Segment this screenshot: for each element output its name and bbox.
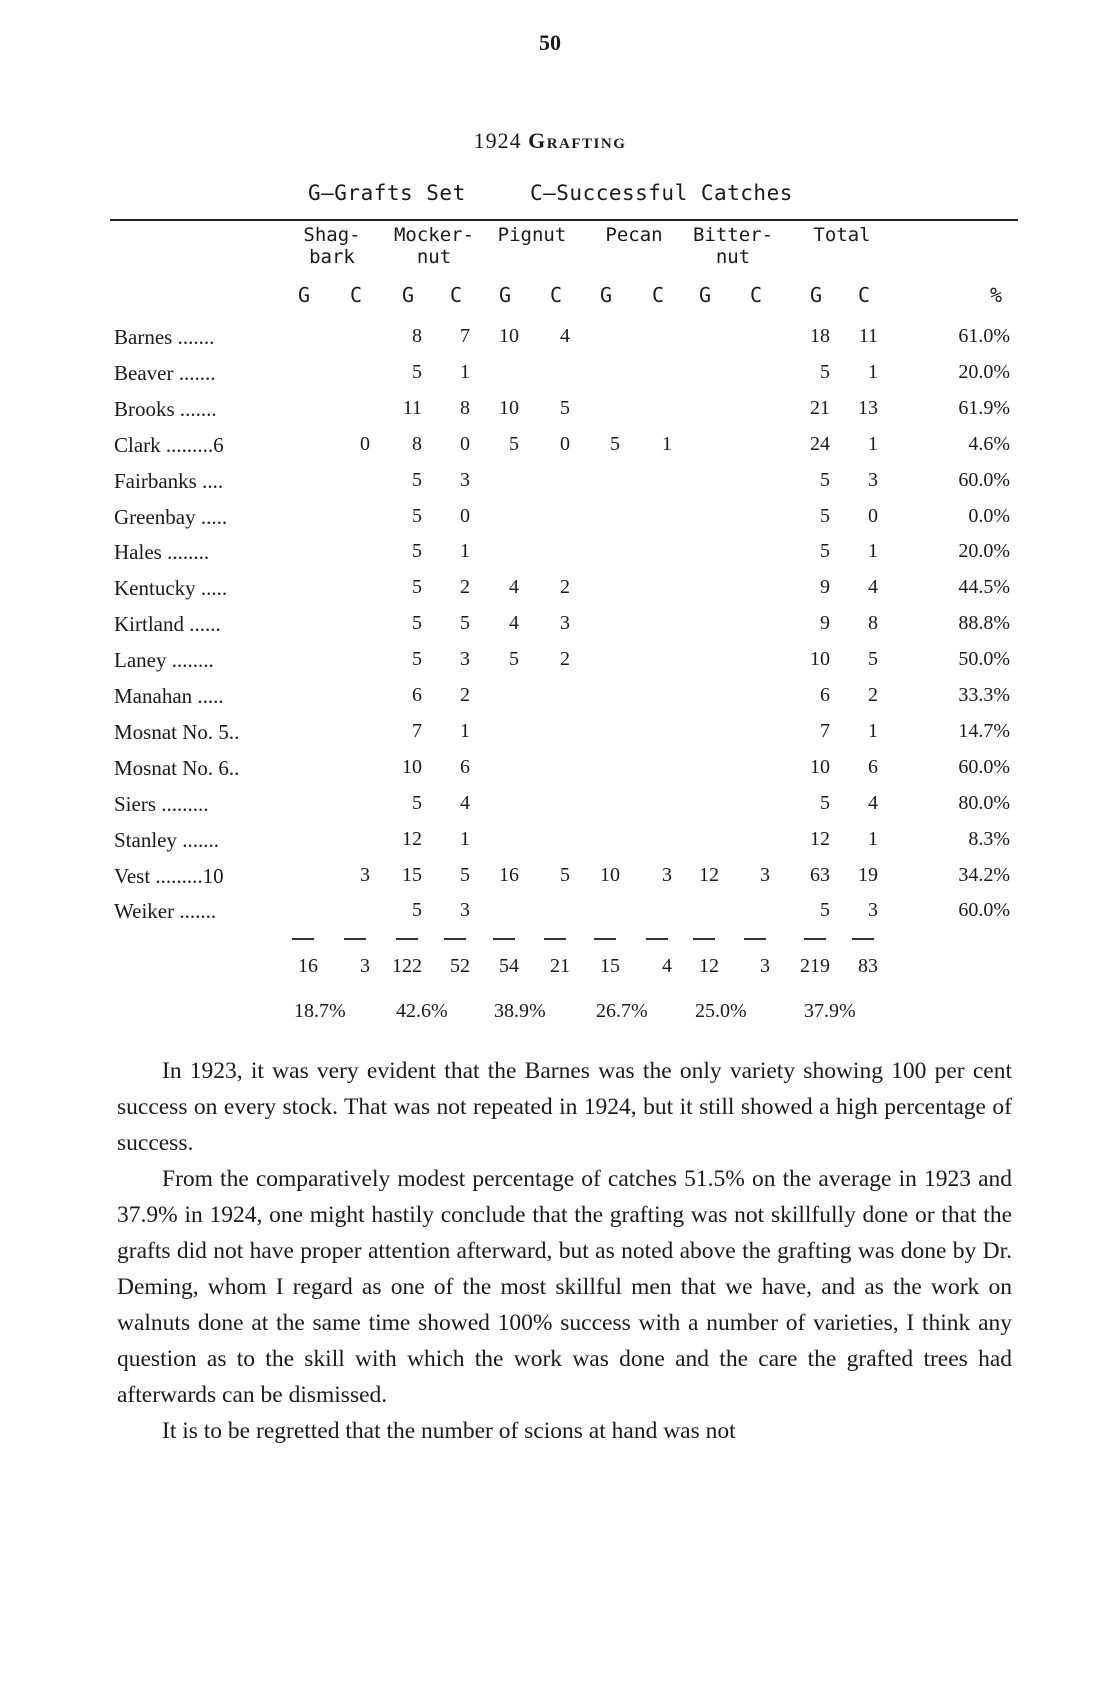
row-name: Barnes ....... [114,325,215,349]
total-cell: 15 [600,955,620,977]
subheader-cell: C [450,283,463,307]
column-header [673,224,793,268]
column-percent: 26.7% [596,1000,648,1022]
total-cell: 219 [800,955,830,977]
column-header-line2: nut [416,246,452,268]
column-dash [292,938,314,940]
table-cell: 19 [858,863,878,886]
paragraph-1: In 1923, it was very evident that the Barnes was the only variety showing 100 per cent success on every stock. That was not repeated in 1924, but it still showed a high percentage of success. [117,1058,1012,1156]
table-cell: 5 [820,899,830,922]
table-cell: 8 [460,396,470,419]
table-cell: 5 [412,899,422,922]
row-percent: 20.0% [958,360,1010,383]
table-cell: 3 [460,648,470,671]
column-dash [396,938,418,940]
table-cell: 2 [560,576,570,599]
row-name: Kentucky ..... [114,576,228,601]
legend-catches: C—Successful Catches [530,181,793,205]
row-percent: 60.0% [958,755,1010,778]
table-cell: 1 [460,540,470,563]
table-cell: 7 [820,719,830,742]
table-cell: 1 [460,827,470,850]
column-dash [344,938,366,940]
table-cell: 3 [662,863,672,886]
column-header [782,224,902,246]
column-header-line1: Shag- [303,224,361,246]
table-cell: 0 [560,432,570,455]
table-cell: 1 [868,540,878,563]
table-cell: 6 [820,684,830,706]
table-cell: 8 [412,325,422,347]
table-cell: 9 [820,612,830,635]
table-cell: 6 [868,755,878,778]
table-cell: 5 [820,360,830,383]
table-cell: 12 [699,863,719,886]
table-cell: 18 [810,325,830,347]
total-cell: 3 [360,955,370,977]
table-cell: 3 [460,468,470,491]
table-cell: 5 [868,648,878,671]
column-header-line2: bark [309,246,355,268]
table-cell: 2 [460,576,470,599]
total-cell: 16 [298,955,318,977]
table-title [0,128,1100,154]
table-cell: 5 [412,540,422,563]
table-cell: 5 [509,648,519,671]
subheader-cell: C [750,283,763,307]
total-cell: 54 [499,955,519,977]
row-percent: 34.2% [958,863,1010,886]
column-header-line1: Mocker- [393,224,475,246]
table-cell: 4 [868,576,878,599]
body-text [117,1053,1012,1449]
table-cell: 5 [412,360,422,383]
table-cell: 8 [868,612,878,635]
column-header-line1: Pecan [605,224,663,246]
table-cell: 7 [460,325,470,347]
table-cell: 5 [820,540,830,563]
row-percent: 14.7% [958,719,1010,742]
subheader-cell: C [858,283,871,307]
table-cell: 0 [460,432,470,455]
column-dash [493,938,515,940]
row-name: Siers ......... [114,791,209,816]
table-cell: 5 [412,791,422,814]
table-cell: 11 [402,396,422,419]
column-dash [646,938,668,940]
column-header-line1: Bitter- [692,224,774,246]
table-cell: 1 [868,360,878,383]
table-cell: 0 [360,432,370,455]
column-dash [744,938,766,940]
table-cell: 4 [509,612,519,635]
table-cell: 5 [820,468,830,491]
table-cell: 10 [810,648,830,671]
subheader-cell: G [499,283,512,307]
table-cell: 4 [509,576,519,599]
table-cell: 5 [412,504,422,527]
table-cell: 3 [460,899,470,922]
row-name: Brooks ....... [114,396,217,421]
table-cell: 2 [868,684,878,706]
column-dash [544,938,566,940]
table-cell: 1 [868,432,878,455]
row-percent: 80.0% [958,791,1010,814]
table-cell: 5 [560,396,570,419]
row-percent: 61.0% [958,325,1010,347]
table-cell: 10 [499,325,519,347]
page-number: 50 [539,30,561,55]
table-cell: 10 [499,396,519,419]
total-cell: 12 [699,955,719,977]
table-cell: 0 [868,504,878,527]
row-percent: 60.0% [958,899,1010,922]
table-cell: 1 [460,360,470,383]
table-cell: 5 [820,791,830,814]
table-cell: 10 [810,755,830,778]
table-cell: 12 [810,827,830,850]
row-name: Fairbanks .... [114,468,224,493]
table-cell: 3 [868,899,878,922]
column-percent: 18.7% [294,1000,346,1022]
column-header-line2: nut [715,246,751,268]
paragraph-3: It is to be regretted that the number of scions at hand was not [162,1418,736,1444]
table-cell: 15 [402,863,422,886]
row-percent: 88.8% [958,612,1010,635]
row-name: Weiker ....... [114,899,217,924]
table-cell: 6 [412,684,422,706]
table-cell: 1 [662,432,672,455]
table-cell: 5 [460,612,470,635]
subheader-cell: G [298,283,311,307]
table-cell: 3 [760,863,770,886]
table-cell: 21 [810,396,830,419]
row-name: Stanley ....... [114,827,219,852]
table-cell: 1 [868,719,878,742]
table-cell: 10 [402,755,422,778]
total-cell: 122 [392,955,422,977]
table-cell: 5 [610,432,620,455]
table-cell: 12 [402,827,422,850]
column-percent: 42.6% [396,1000,448,1022]
table-cell: 4 [560,325,570,347]
column-percent: 37.9% [804,1000,856,1022]
table-top-rule [110,219,1018,221]
table-cell: 16 [499,863,519,886]
subheader-cell: G [699,283,712,307]
table-cell: 1 [868,827,878,850]
row-name: Clark .........6 [114,432,224,457]
row-percent: 44.5% [958,576,1010,599]
table-cell: 63 [810,863,830,886]
column-header-line1: Pignut [497,224,567,246]
title-year: 1924 [473,128,522,153]
table-cell: 5 [820,504,830,527]
table-cell: 5 [560,863,570,886]
title-label: Grafting [528,128,627,153]
row-percent: 61.9% [958,396,1010,419]
column-dash [444,938,466,940]
table-cell: 5 [509,432,519,455]
row-name: Mosnat No. 6.. [114,755,240,780]
row-name: Greenbay ..... [114,504,228,529]
table-cell: 24 [810,432,830,455]
table-cell: 1 [460,719,470,742]
table-cell: 4 [868,791,878,814]
row-percent: 20.0% [958,540,1010,563]
table-cell: 2 [460,684,470,706]
table-cell: 4 [460,791,470,814]
legend-grafts: G—Grafts Set [308,181,466,205]
row-percent: 8.3% [968,827,1010,850]
total-cell: 52 [450,955,470,977]
subheader-cell: G [402,283,415,307]
subheader-cell: C [550,283,563,307]
row-name: Hales ........ [114,540,210,565]
table-cell: 6 [460,755,470,778]
table-cell: 5 [460,863,470,886]
row-name: Mosnat No. 5.. [114,719,240,744]
table-cell: 5 [412,468,422,491]
subheader-cell: % [990,283,1003,307]
total-cell: 3 [760,955,770,977]
subheader-cell: C [350,283,363,307]
row-name: Beaver ....... [114,360,216,385]
table-cell: 7 [412,719,422,742]
table-cell: 3 [868,468,878,491]
table-cell: 2 [560,648,570,671]
subheader-cell: G [600,283,613,307]
table-cell: 5 [412,576,422,599]
column-dash [594,938,616,940]
table-cell: 8 [412,432,422,455]
column-dash [804,938,826,940]
table-cell: 10 [600,863,620,886]
row-percent: 33.3% [958,684,1010,706]
column-percent: 25.0% [695,1000,747,1022]
table-legend [308,181,793,205]
row-name: Manahan ..... [114,684,224,708]
row-percent: 4.6% [968,432,1010,455]
table-cell: 0 [460,504,470,527]
table-cell: 9 [820,576,830,599]
row-name: Laney ........ [114,648,214,673]
column-dash [693,938,715,940]
column-dash [852,938,874,940]
table-cell: 3 [560,612,570,635]
row-name: Kirtland ...... [114,612,221,637]
total-cell: 83 [858,955,878,977]
total-cell: 4 [662,955,672,977]
subheader-cell: C [652,283,665,307]
row-percent: 50.0% [958,648,1010,671]
row-percent: 0.0% [968,504,1010,527]
table-cell: 5 [412,648,422,671]
column-header-line1: Total [813,224,871,246]
table-cell: 3 [360,863,370,886]
row-percent: 60.0% [958,468,1010,491]
total-cell: 21 [550,955,570,977]
row-name: Vest .........10 [114,863,224,888]
paragraph-2: From the comparatively modest percentage of catches 51.5% on the average in 1923 and 37.9% in 1924, one might hastily conclude that the grafting was not skillfully done or that the grafts did not have proper attention afterward, but as noted above the grafting was done by Dr. Deming, whom I regard as one of the most skillful men that we have, and as the work on walnuts done at the same time showed 100% success with a number of varieties, I think any question as to the skill with which the work was done and the care the grafted trees had afterwards can be dismissed. [117,1166,1012,1408]
table-cell: 13 [858,396,878,419]
table-cell: 11 [858,325,878,347]
subheader-cell: G [810,283,823,307]
column-percent: 38.9% [494,1000,546,1022]
table-cell: 5 [412,612,422,635]
